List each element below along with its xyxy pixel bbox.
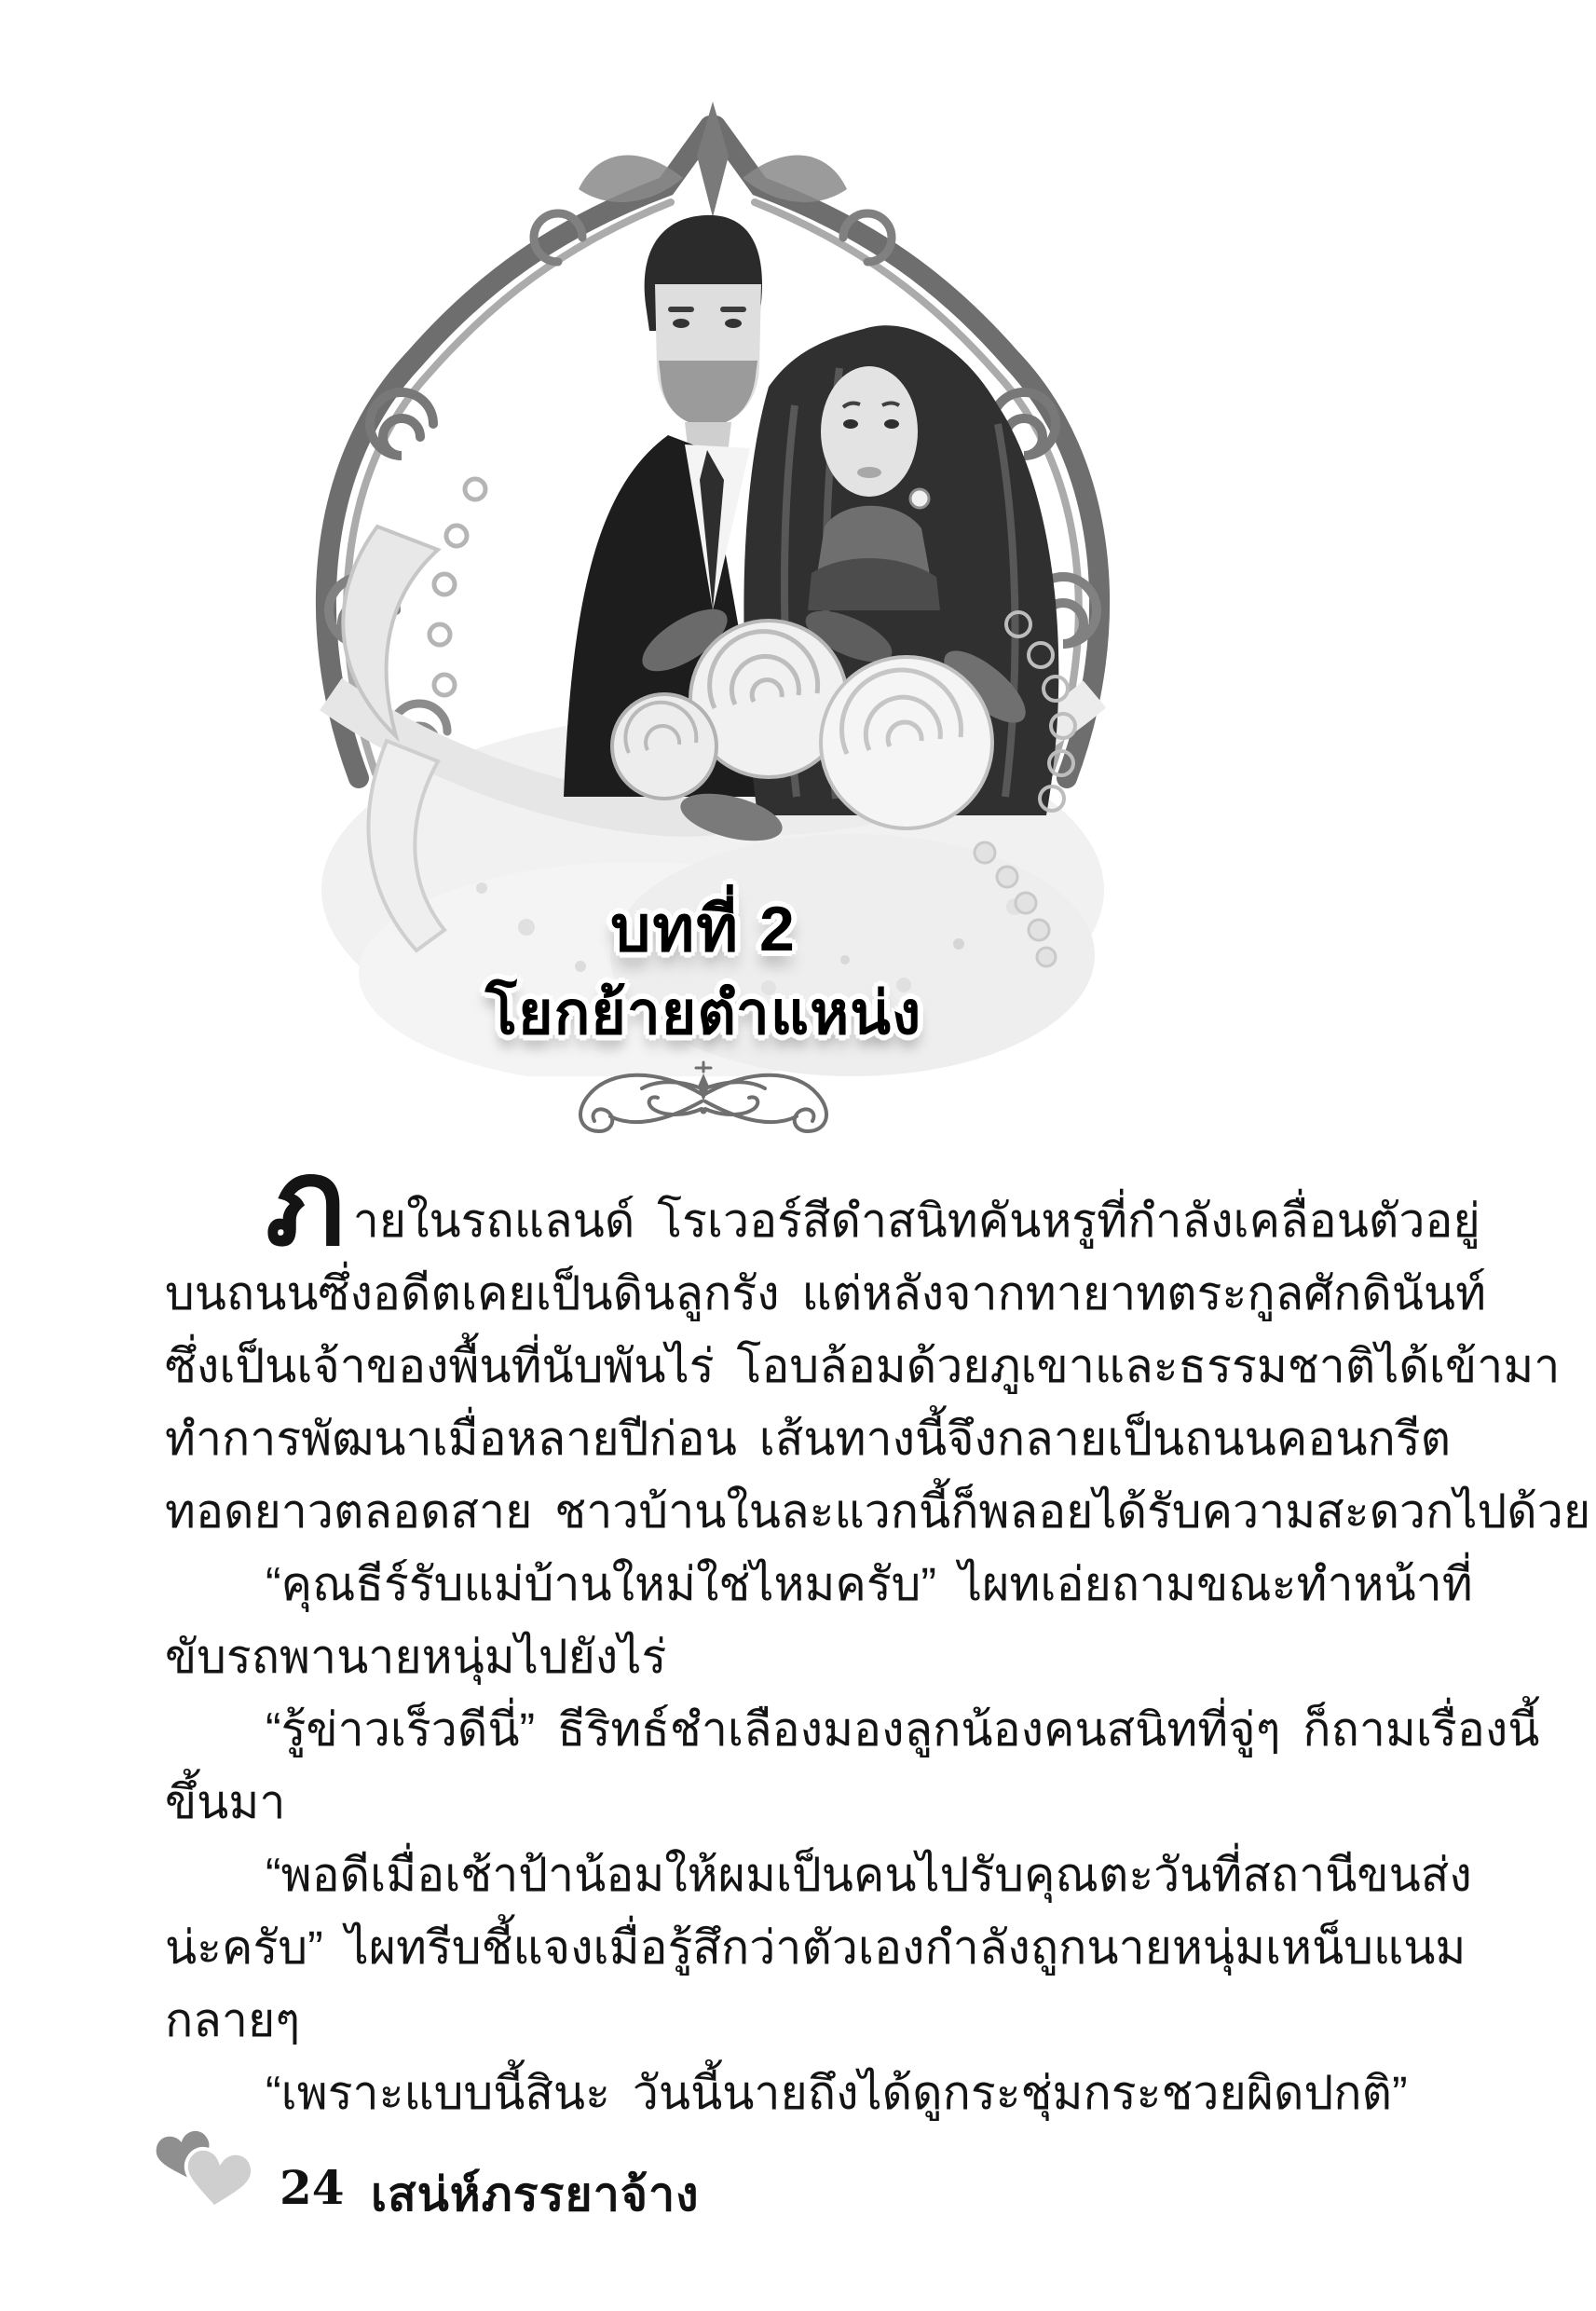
text-line: ขับรถพานายหนุ่มไปยังไร่ [165,1631,667,1683]
book-title: เสน่ห์ภรรยาจ้าง [371,2168,700,2221]
drop-cap: ภ [266,1130,346,1273]
text-line: “พอดีเมื่อเช้าป้าน้อมให้ผมเป็นคนไปรับคุณตะวันที่สถานีขนส่ง [266,1849,1472,1901]
text-line-content: ายในรถแลนด์ โรเวอร์สีดำสนิทคันหรูที่กำลังเคลื่อนตัวอยู่ [352,1195,1480,1247]
text-line: น่ะครับ” ไผทรีบชี้แจงเมื่อรู้สึกว่าตัวเองกำลังถูกนายหนุ่มเหน็บแนม [165,1921,1466,1974]
text-line: “คุณธีร์รับแม่บ้านใหม่ใช่ไหมครับ” ไผทเอ่ยถามขณะทำหน้าที่ [266,1558,1473,1610]
text-line: “รู้ข่าวเร็วดีนี่” ธีริทธ์ชำเลืองมองลูกน้องคนสนิทที่จู่ๆ ก็ถามเรื่องนี้ [266,1703,1540,1756]
text-line: กลายๆ [165,1994,301,2046]
text-line: บนถนนซึ่งอดีตเคยเป็นดินลูกรัง แต่หลังจากทายาทตระกูลศักดินันท์ [165,1267,1487,1320]
body-text [165,1130,1591,2129]
text-line: ซึ่งเป็นเจ้าของพื้นที่นับพันไร่ โอบล้อมด้วยภูเขาและธรรมชาติได้เข้ามา [165,1340,1561,1392]
text-line: “เพราะแบบนี้สินะ วันนี้นายถึงได้ดูกระชุ่มกระชวยผิดปกติ” [266,2067,1408,2119]
chapter-title: โยกย้ายตำแหน่ง [484,979,922,1046]
text-line: ทำการพัฒนาเมื่อหลายปีก่อน เส้นทางนี้จึงกลายเป็นถนนคอนกรีต [165,1413,1452,1465]
chapter-number: บทที่ 2 [610,894,797,964]
text-line [165,1130,1480,1273]
double-heart-icon [138,2125,268,2222]
flourish-divider-icon [550,1060,857,1146]
text-line: ขึ้นมา [165,1776,286,1828]
page-number: 24 [280,2160,345,2215]
text-line: ทอดยาวตลอดสาย ชาวบ้านในละแวกนี้ก็พลอยได้รับความสะดวกไปด้วย [165,1485,1591,1538]
